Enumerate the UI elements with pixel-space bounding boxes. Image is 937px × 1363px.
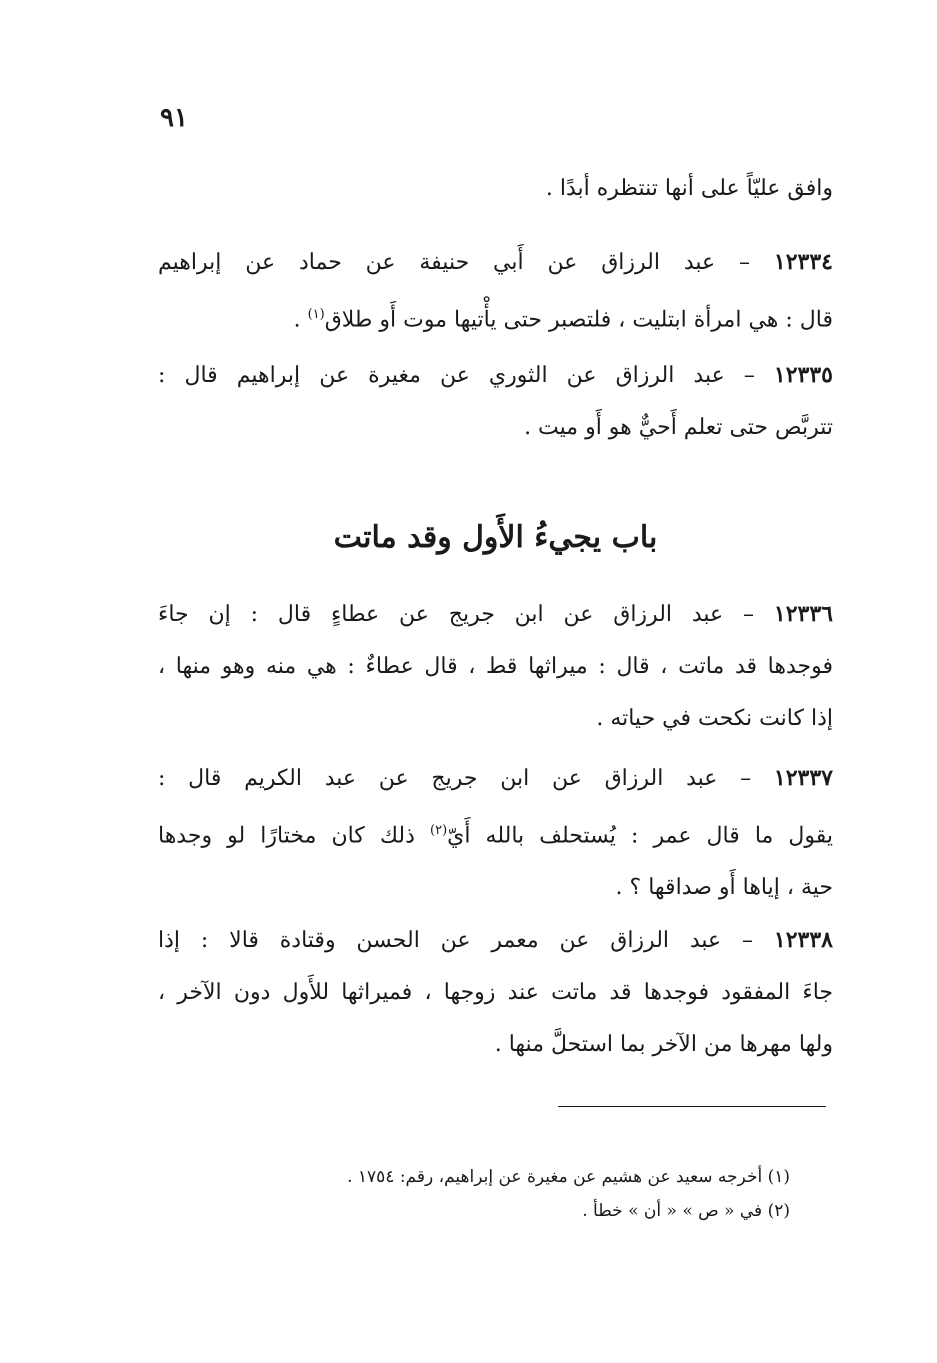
text-line — [158, 349, 833, 402]
footnote-divider — [558, 1106, 826, 1107]
entry-text: – عبد الرزاق عن ابن جريج عن عبد الكريم قال : — [158, 766, 752, 791]
entry-number: ١٢٣٣٧ — [773, 765, 833, 791]
entry-text: . — [293, 307, 308, 333]
text-line — [158, 588, 833, 641]
entry-number: ١٢٣٣٤ — [773, 249, 833, 275]
entry-text: – عبد الرزاق عن أَبي حنيفة عن حماد عن إبراهيم — [158, 250, 751, 275]
entry-text: – عبد الرزاق عن ابن جريج عن عطاءٍ قال : إن جاءَ — [158, 602, 755, 627]
text-line — [158, 236, 833, 289]
entry-12334 — [158, 236, 833, 346]
entry-text: – عبد الرزاق عن الثوري عن مغيرة عن إبراهيم قال : — [158, 363, 755, 388]
footnotes — [260, 1160, 790, 1228]
text-line — [158, 752, 833, 805]
entry-12338 — [158, 914, 833, 1071]
footnote-1: (١) أخرجه سعيد عن هشيم عن مغيرة عن إبراهيم، رقم: ١٧٥٤ . — [347, 1167, 790, 1187]
footnote-ref: (١) — [307, 307, 325, 322]
text-line: جاءَ المفقود فوجدها قد ماتت عند زوجها ، فميراثها للأَول دون الآخر ، — [158, 980, 833, 1005]
entry-12336 — [158, 588, 833, 745]
entry-number: ١٢٣٣٦ — [773, 601, 833, 627]
entry-text: قال : هي امرأة ابتليت ، فلتصبر حتى يأْتيها موت أَو طلاق — [324, 307, 833, 333]
text-line: إذا كانت نكحت في حياته . — [596, 706, 833, 731]
footnote-ref: (٢) — [430, 823, 448, 838]
entry-text: – عبد الرزاق عن معمر عن الحسن وقتادة قالا : إذا — [158, 928, 754, 953]
entry-12337 — [158, 752, 833, 914]
text-line: وافق عليّاً على أنها تنتظره أبدًا . — [545, 176, 833, 201]
entry-12335 — [158, 349, 833, 454]
text-line — [158, 805, 833, 862]
section-heading: باب يجيءُ الأَول وقد ماتت — [333, 520, 658, 555]
entry-number: ١٢٣٣٥ — [773, 362, 833, 388]
text-line: فوجدها قد ماتت ، قال : ميراثها قط ، قال عطاءٌ : هي منه وهو منها ، — [158, 654, 833, 679]
continuation-paragraph — [158, 163, 833, 215]
entry-text: يقول ما قال عمر : يُستحلف بالله أَيّ — [447, 823, 833, 849]
entry-number: ١٢٣٣٨ — [773, 927, 833, 953]
entry-text: ذلك كان مختارًا لو وجدها — [158, 823, 430, 849]
text-line: حية ، إياها أَو صداقها ؟ . — [615, 875, 833, 901]
footnote-2: (٢) في « ص » « أن » خطأ . — [582, 1201, 790, 1221]
text-line — [158, 289, 833, 346]
text-line: ولها مهرها من الآخر بما استحلَّ منها . — [494, 1032, 833, 1057]
page-number: ٩١ — [160, 103, 188, 133]
text-line — [158, 914, 833, 967]
text-line: تتربَّص حتى تعلم أَحيٌّ هو أَو ميت . — [524, 415, 833, 440]
